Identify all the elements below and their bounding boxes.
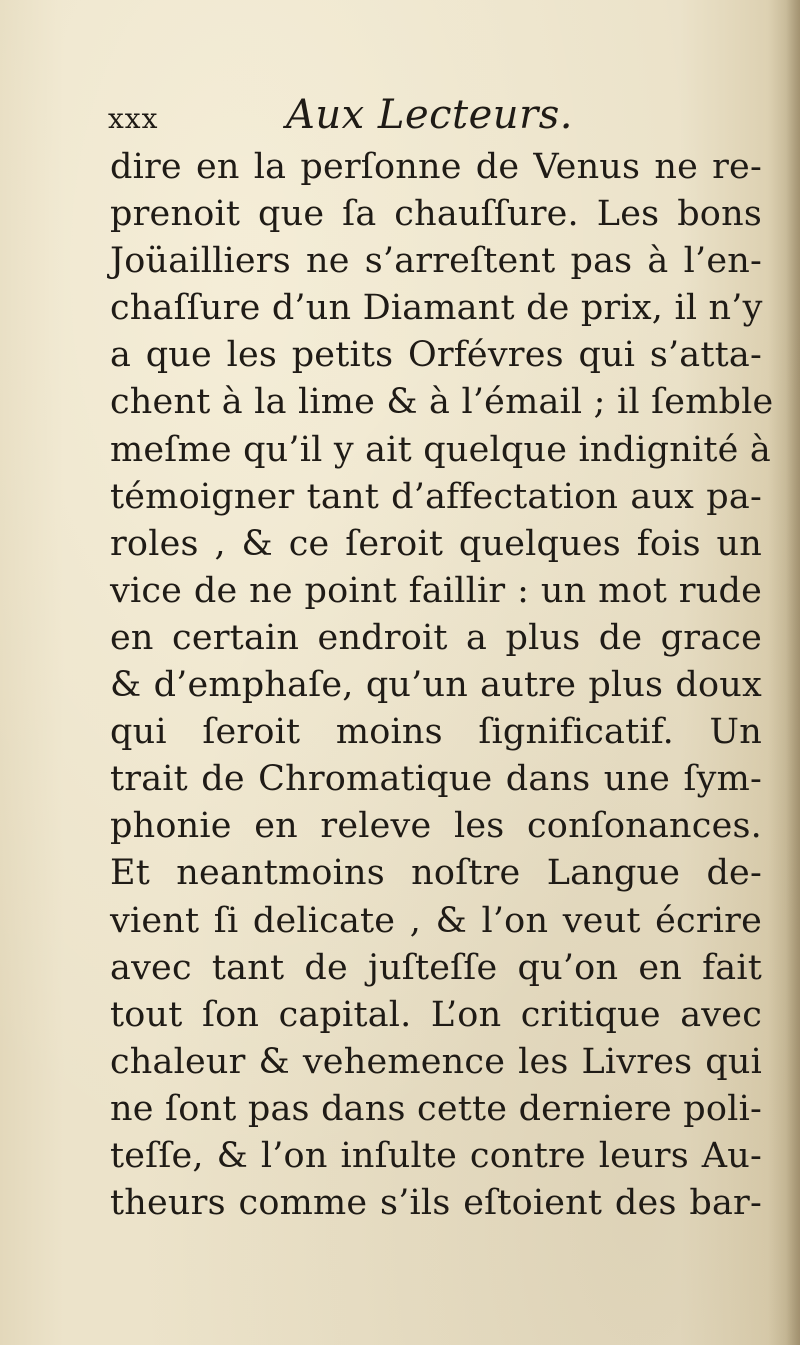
text-line: qui ſeroit moins ſignificatif. Un xyxy=(110,712,762,753)
text-line: a que les petits Orfévres qui s’atta- xyxy=(110,335,762,376)
text-line: vice de ne point faillir : un mot rude xyxy=(110,570,762,611)
text-line: roles , & ce ſeroit quelques fois un xyxy=(110,523,762,564)
text-line: phonie en releve les conſonances. xyxy=(110,806,762,847)
text-line: dire en la perſonne de Venus ne re- xyxy=(110,147,762,187)
text-line: avec tant de juſteſſe qu’on en fait xyxy=(110,947,762,988)
text-line: ne ſont pas dans cette derniere poli- xyxy=(110,1088,762,1129)
text-line: meſme qu’il y ait quelque indignité à xyxy=(110,429,771,470)
text-line: vient ſi delicate , & l’on veut écrire xyxy=(110,900,762,941)
running-head xyxy=(108,92,668,142)
running-title: Aux Lecteurs. xyxy=(286,92,573,138)
text-line: chaſſure d’un Diamant de prix, il n’y xyxy=(110,288,763,329)
text-line: trait de Chromatique dans une ſym- xyxy=(110,759,762,800)
text-line: tout ſon capital. L’on critique avec xyxy=(110,994,762,1035)
text-line: Et neantmoins noſtre Langue de- xyxy=(110,853,762,894)
text-line: témoigner tant d’affectation aux pa- xyxy=(110,476,762,517)
text-line: & d’emphaſe, qu’un autre plus doux xyxy=(110,665,762,706)
text-line: theurs comme s’ils eſtoient des bar- xyxy=(110,1183,762,1224)
page-edge-shadow xyxy=(786,0,800,1345)
text-line: Joüailliers ne s’arreſtent pas à l’en- xyxy=(110,241,762,282)
page-number: xxx xyxy=(108,102,159,135)
text-line: chent à la lime & à l’émail ; il ſemble xyxy=(110,382,774,423)
text-line: prenoit que ſa chauſſure. Les bons xyxy=(110,194,762,235)
text-line: chaleur & vehemence les Livres qui xyxy=(110,1041,762,1082)
text-line: en certain endroit a plus de grace xyxy=(110,617,762,658)
body-text xyxy=(110,144,774,1227)
text-line: teſſe, & l’on inſulte contre leurs Au- xyxy=(110,1135,762,1176)
